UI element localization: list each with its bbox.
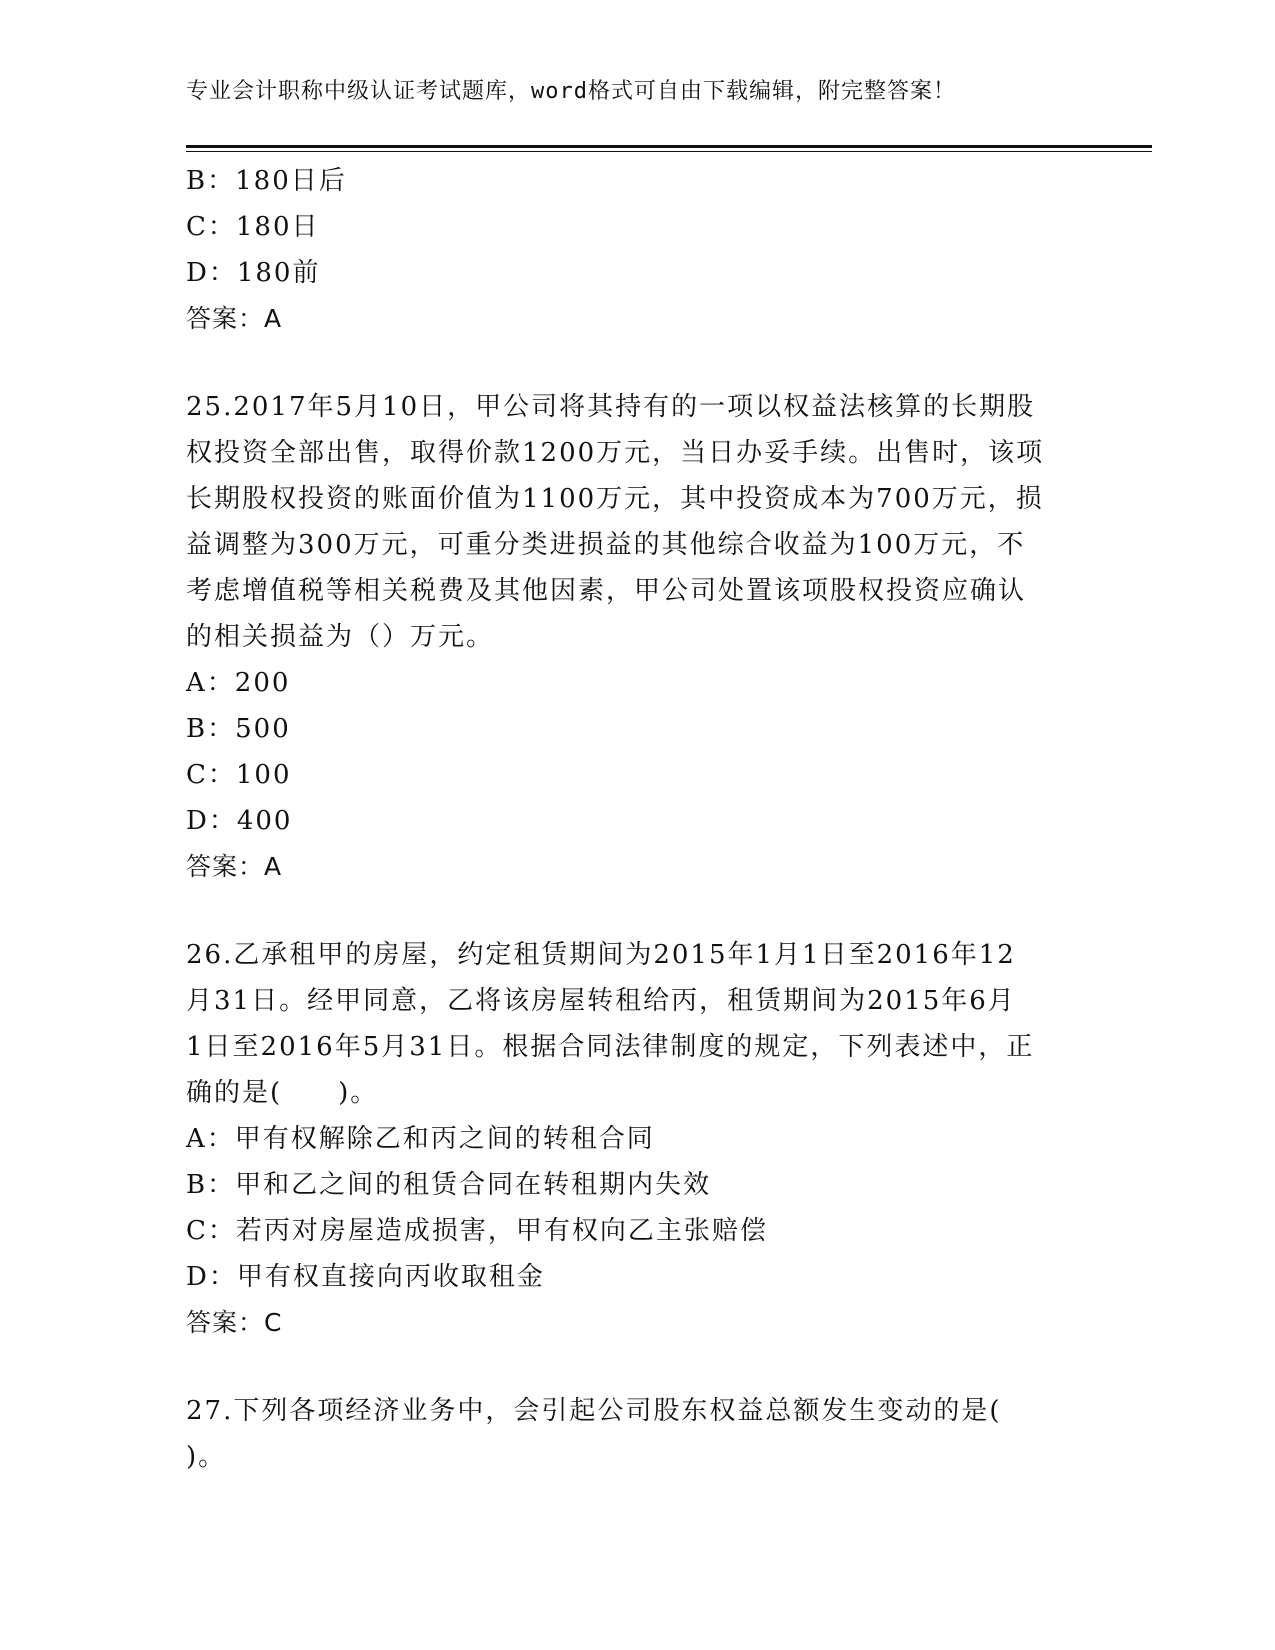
- question-text-line: )。: [186, 1442, 227, 1472]
- option-c: C：180日: [186, 212, 320, 242]
- document-body: [186, 158, 1086, 1480]
- question-27: [186, 1388, 1086, 1480]
- question-text-line: 月31日。经甲同意，乙将该房屋转租给丙，租赁期间为2015年6月: [186, 986, 1016, 1016]
- option-d: D：甲有权直接向丙收取租金: [186, 1262, 545, 1292]
- option-b: B：180日后: [186, 166, 347, 196]
- option-d: D：180前: [186, 258, 321, 288]
- option-b: B：500: [186, 714, 291, 744]
- question-text-line: 益调整为300万元，可重分类进损益的其他综合收益为100万元，不: [186, 530, 1026, 560]
- question-26: [186, 932, 1086, 1346]
- question-25: [186, 384, 1086, 890]
- question-text-line: 长期股权投资的账面价值为1100万元，其中投资成本为700万元，损: [186, 484, 1044, 514]
- header-rule-thin: [186, 151, 1152, 152]
- option-a: A：甲有权解除乙和丙之间的转租合同: [186, 1124, 655, 1154]
- option-c: C：若丙对房屋造成损害，甲有权向乙主张赔偿: [186, 1216, 768, 1246]
- header-rule: [186, 145, 1152, 148]
- option-a: A：200: [186, 668, 291, 698]
- page-header: 专业会计职称中级认证考试题库，word格式可自由下载编辑，附完整答案！: [186, 79, 956, 104]
- option-d: D：400: [186, 806, 293, 836]
- question-text-line: 权投资全部出售，取得价款1200万元，当日办妥手续。出售时，该项: [186, 438, 1045, 468]
- answer-line: 答案：A: [186, 304, 283, 333]
- question-text-line: 考虑增值税等相关税费及其他因素，甲公司处置该项股权投资应确认: [186, 576, 1027, 606]
- question-text-line: 25.2017年5月10日，甲公司将其持有的一项以权益法核算的长期股: [186, 392, 1036, 422]
- option-b: B：甲和乙之间的租赁合同在转租期内失效: [186, 1170, 712, 1200]
- answer-line: 答案：A: [186, 852, 283, 881]
- option-c: C：100: [186, 760, 292, 790]
- question-text-line: 1日至2016年5月31日。根据合同法律制度的规定，下列表述中，正: [186, 1032, 1035, 1062]
- question-text-line: 的相关损益为（）万元。: [186, 622, 495, 652]
- question-24-continuation: [186, 158, 1086, 342]
- question-text-line: 确的是( )。: [186, 1078, 379, 1108]
- answer-line: 答案：C: [186, 1308, 283, 1337]
- question-text-line: 27.下列各项经济业务中，会引起公司股东权益总额发生变动的是(: [186, 1396, 1002, 1426]
- question-text-line: 26.乙承租甲的房屋，约定租赁期间为2015年1月1日至2016年12: [186, 940, 1016, 970]
